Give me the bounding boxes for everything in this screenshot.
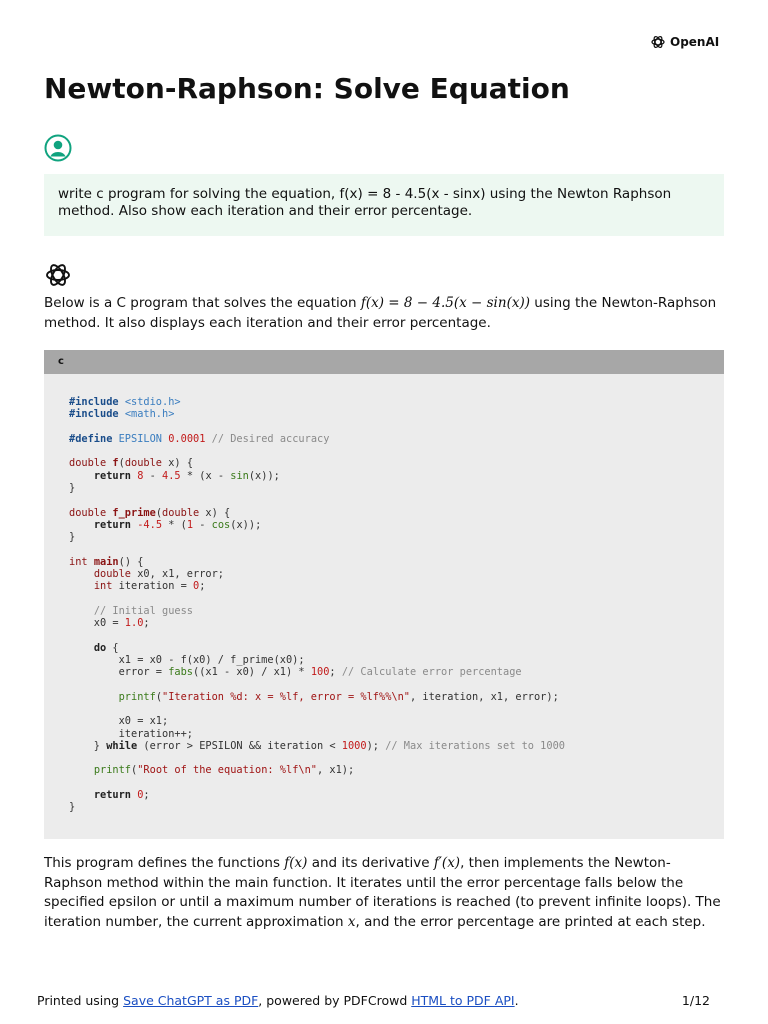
footer-middle: , powered by PDFCrowd: [258, 993, 412, 1008]
page-footer: [37, 993, 710, 1008]
html-to-pdf-link[interactable]: HTML to PDF API: [411, 993, 515, 1008]
outro-text-4: , and the error percentage are printed at each step.: [355, 914, 706, 931]
outro-math-1: f(x): [284, 855, 308, 871]
brand-name: OpenAI: [670, 35, 720, 49]
code-block: [44, 350, 724, 839]
outro-text-3: , then implements the Newton-Raphson method within the main function. It iterates until the error percentage falls below the specified epsilon or until a maximum number of iterations is reached (to prevent infinite loops). The iteration number, the current approximation: [44, 855, 721, 931]
chatgpt-avatar-icon: [44, 261, 72, 289]
user-avatar-icon: [44, 134, 72, 162]
outro-text-1: This program defines the functions: [44, 855, 285, 871]
footer-suffix: .: [514, 993, 519, 1008]
outro-text-2: and its derivative: [307, 855, 434, 871]
answer-explanation: [44, 854, 724, 933]
answer-intro: [44, 294, 724, 333]
footer-prefix: Printed using: [37, 993, 124, 1008]
brand-logo: [650, 34, 719, 50]
openai-icon: [650, 34, 666, 50]
user-prompt-text: write c program for solving the equation, f(x) = 8 - 4.5(x - sinx) using the Newton Raphson method. Also show each iteration and their error percentage.: [58, 186, 672, 219]
save-chatgpt-link[interactable]: Save ChatGPT as PDF: [123, 993, 259, 1008]
code-content: #include <stdio.h> #include <math.h> #define EPSILON 0.0001 // Desired accuracy double f(double x) { return 8 - 4.5 * (x - sin(x)); } double f_prime(double x) { return -4.5 * (1 - cos(x)); } int main() { double x0, x1, error; int iteration = 0; // Initial guess x0 = 1.0; do { x1 = x0 - f(x0) / f_prime(x0); error = fabs((x1 - x0) / x1) * 100; // Calculate error percentage printf("Iteration %d: x = %lf, error = %lf%%\n", iteration, x1, error); x0 = x1; iteration++; } while (error > EPSILON && iteration < 1000); // Max iterations set to 1000 printf("Root of the equation: %lf\n", x1); return 0; }: [69, 396, 565, 814]
page-title: Newton-Raphson: Solve Equation: [44, 72, 570, 105]
outro-math-3: x: [347, 914, 356, 931]
page-number: 1/12: [681, 993, 710, 1008]
intro-text-1: Below is a C program that solves the equation: [44, 295, 361, 311]
intro-equation: f(x) = 8 − 4.5(x − sin(x)): [360, 295, 530, 311]
intro-text-2: using the Newton-Raphson method. It also displays each iteration and their error percentage.: [44, 295, 717, 331]
user-prompt: [44, 174, 724, 236]
outro-math-2: f′(x): [433, 855, 461, 871]
code-language-label: c: [44, 350, 724, 374]
